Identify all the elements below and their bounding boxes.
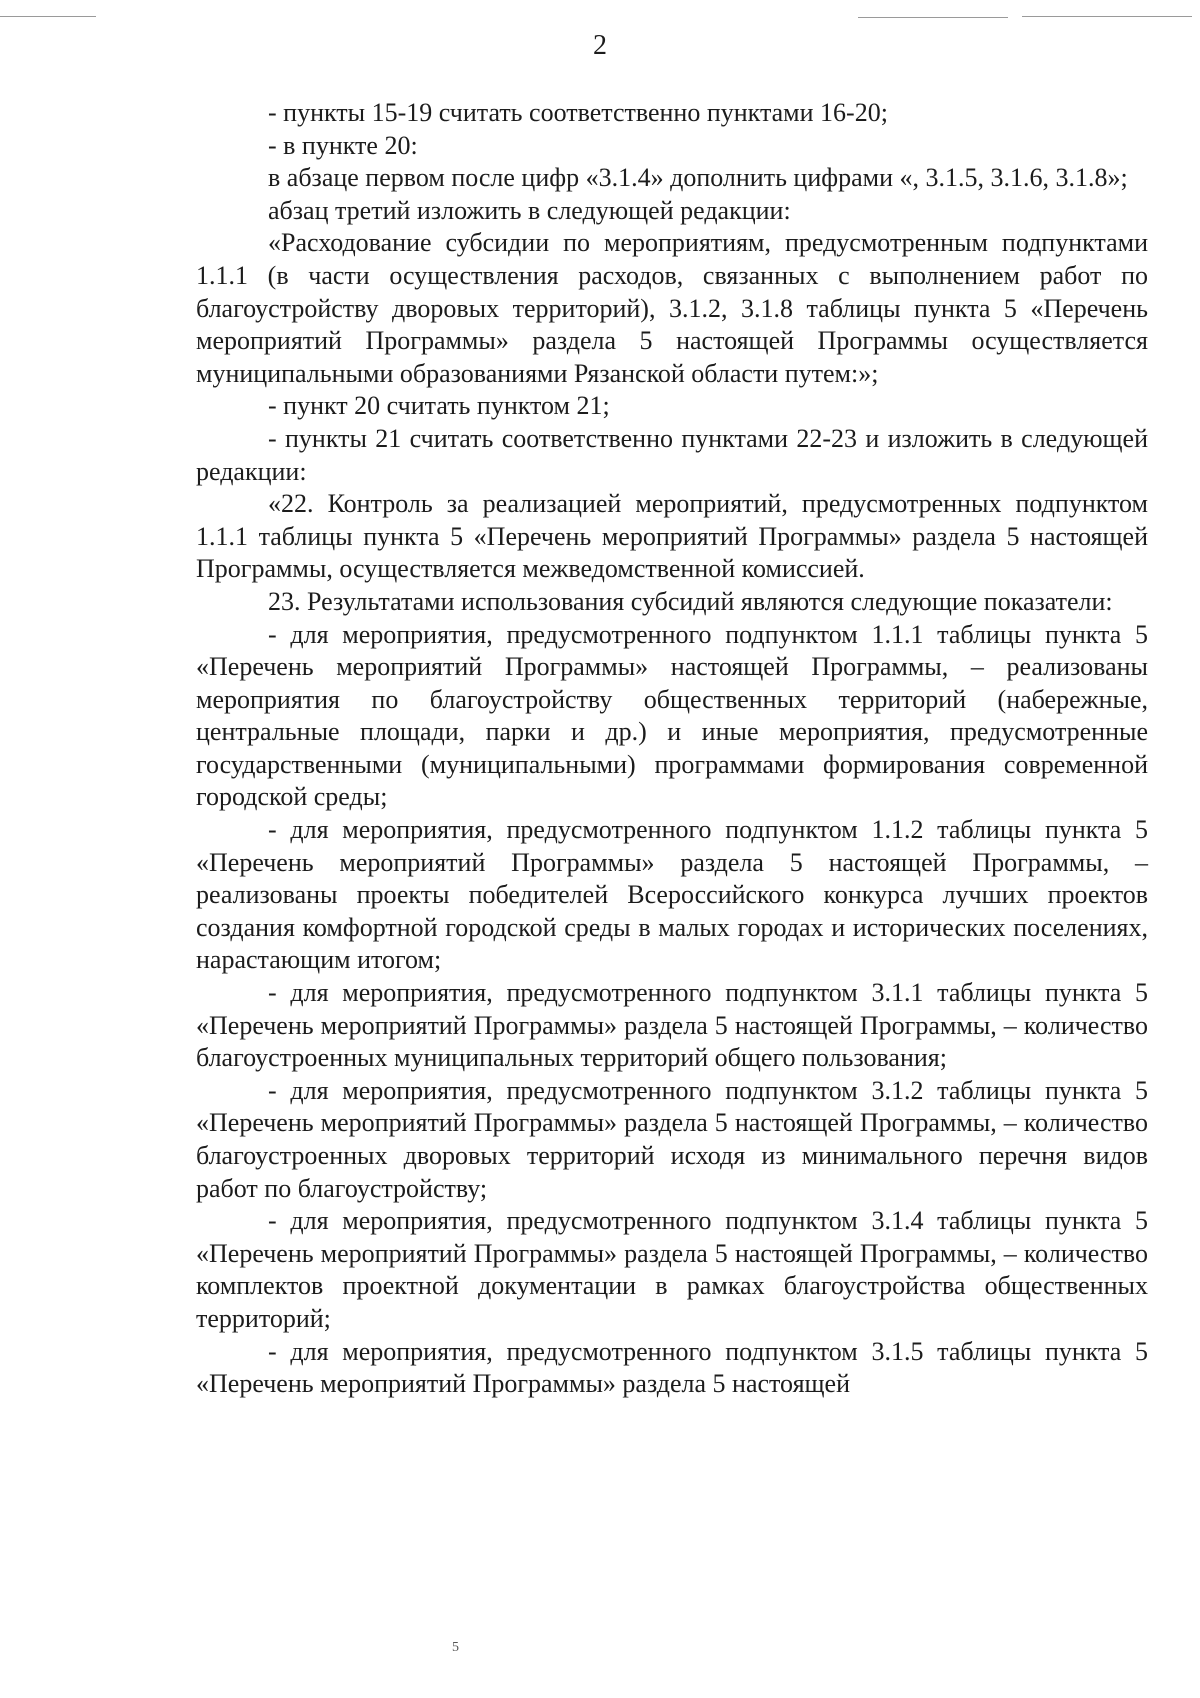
paragraph: абзац третий изложить в следующей редакции:: [268, 195, 791, 225]
paragraph: - для мероприятия, предусмотренного подпунктом 1.1.2 таблицы пункта 5 «Перечень мероприятий Программы» раздела 5 настоящей Программы, – реализованы проекты победителей Всероссийского конкурса лучших проектов создания комфортной городской среды в малых городах и исторических поселениях, нарастающим итогом;: [196, 815, 1148, 975]
paragraph: - для мероприятия, предусмотренного подпунктом 3.1.2 таблицы пункта 5 «Перечень мероприятий Программы» раздела 5 настоящей Программы, – количество благоустроенных дворовых территорий исходя из минимального перечня видов работ по благоустройству;: [196, 1075, 1148, 1203]
footer-mark: 5: [452, 1640, 459, 1655]
paragraph: в абзаце первом после цифр «3.1.4» дополнить цифрами «, 3.1.5, 3.1.6, 3.1.8»;: [268, 163, 1128, 193]
paragraph: - для мероприятия, предусмотренного подпунктом 3.1.1 таблицы пункта 5 «Перечень мероприятий Программы» раздела 5 настоящей Программы, – количество благоустроенных муниципальных территорий общего пользования;: [196, 978, 1148, 1073]
scan-artifact-line: [1022, 16, 1192, 17]
paragraph: - пункты 15-19 считать соответственно пунктами 16-20;: [268, 98, 888, 127]
scan-artifact-line: [0, 16, 96, 17]
paragraph: - для мероприятия, предусмотренного подпунктом 3.1.4 таблицы пункта 5 «Перечень мероприятий Программы» раздела 5 настоящей Программы, – количество комплектов проектной документации в рамках благоустройства общественных территорий;: [196, 1206, 1148, 1333]
paragraph: - для мероприятия, предусмотренного подпунктом 3.1.5 таблицы пункта 5 «Перечень мероприятий Программы» раздела 5 настоящей: [196, 1336, 1148, 1399]
paragraph: - в пункте 20:: [268, 130, 418, 160]
scan-artifact-line: [858, 17, 1008, 18]
paragraph: «22. Контроль за реализацией мероприятий, предусмотренных подпунктом 1.1.1 таблицы пункта 5 «Перечень мероприятий Программы» раздела 5 настоящей Программы, осуществляется межведомственной комиссией.: [196, 489, 1148, 584]
paragraph: 23. Результатами использования субсидий являются следующие показатели:: [268, 586, 1113, 616]
paragraph: - пункт 20 считать пунктом 21;: [268, 391, 610, 421]
paragraph: - пункты 21 считать соответственно пунктами 22-23 и изложить в следующей редакции:: [196, 423, 1148, 486]
paragraph: «Расходование субсидии по мероприятиям, предусмотренным подпунктами 1.1.1 (в части осуществления расходов, связанных с выполнением работ по благоустройству дворовых территорий), 3.1.2, 3.1.8 таблицы пункта 5 «Перечень мероприятий Программы» раздела 5 настоящей Программы осуществляется муниципальными образованиями Рязанской области путем:»;: [196, 228, 1148, 388]
page-number: 2: [593, 30, 607, 61]
paragraph: - для мероприятия, предусмотренного подпунктом 1.1.1 таблицы пункта 5 «Перечень мероприятий Программы» настоящей Программы, – реализованы мероприятия по благоустройству общественных территорий (набережные, центральные площади, парки и др.) и иные мероприятия, предусмотренные государственными (муниципальными) программами формирования современной городской среды;: [196, 619, 1148, 812]
document-body: [196, 97, 1148, 1401]
